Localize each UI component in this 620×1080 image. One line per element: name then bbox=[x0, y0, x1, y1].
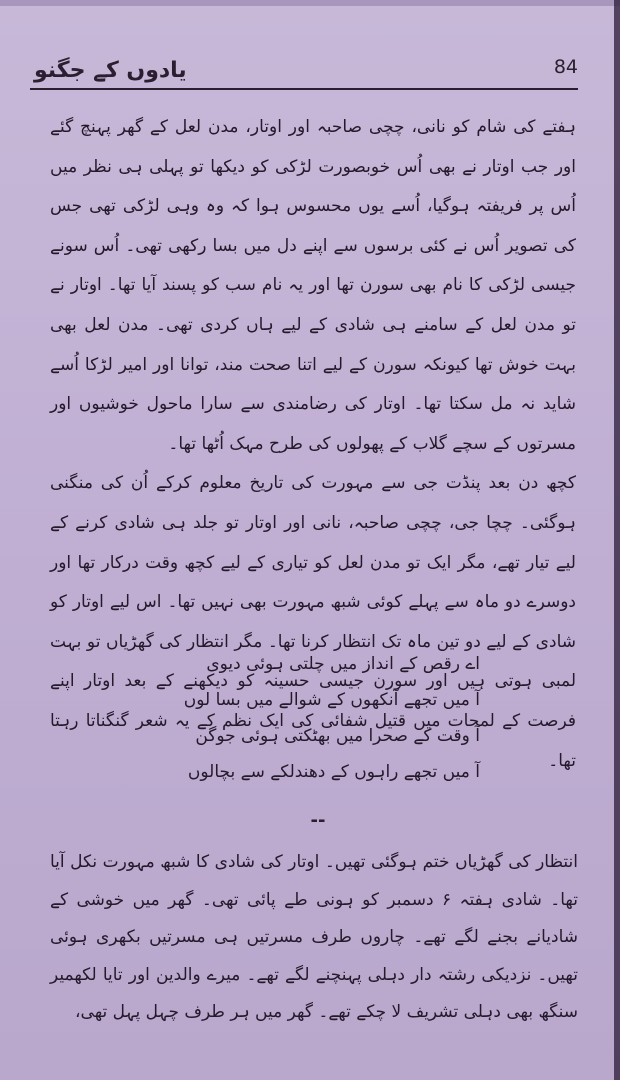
running-title: یادوں کے جگنو bbox=[34, 58, 187, 83]
paragraph-2: کچھ دن بعد پنڈت جی سے مہورت کی تاریخ معلوم کرکے اُن کی منگنی ہوگئی۔ چچا جی، چچی صاحبہ، نانی اور اوتار تو جلد ہی شادی کرنے کے لیے تیار تھے، مگر ایک تو مدن لعل کو تیاری کے لیے کچھ وقت درکار تھا اور دوسرے دو ماہ سے پہلے کوئی شبھ مہورت بھی نہیں تھا۔ اس لیے اوتار کو شادی کے لیے دو تین ماہ تک انتظار کرنا تھا۔ مگر انتظار کی گھڑیاں تو بہت لمبی ہوتی ہیں اور سورن جیسی حسینہ کو دیکھنے کے بعد اوتار اپنے فرصت کے لمحات میں قتیل شفائی کی ایک نظم کے یہ شعر گنگناتا رہتا تھا۔ bbox=[50, 473, 576, 771]
scan-edge-right bbox=[614, 0, 620, 1080]
paragraph-3: انتظار کی گھڑیاں ختم ہوگئی تھیں۔ اوتار کی شادی کا شبھ مہورت نکل آیا تھا۔ شادی ہفتہ ۶ دسمبر کو ہونی طے پائی تھی۔ گھر میں خوشی کے شادیانے بجنے لگے تھے۔ چاروں طرف مسرتیں ہی مسرتیں بکھری ہوئی تھیں۔ نزدیکی رشتہ دار دہلی پہنچنے لگے تھے۔ میرے والدین اور تایا لکھمیر سنگھ بھی دہلی تشریف لا چکے تھے۔ گھر میں ہر طرف چہل پہل تھی، bbox=[50, 852, 578, 1022]
verse-line: آ میں تجھے آنکھوں کے شوالے میں بسا لوں bbox=[183, 690, 480, 710]
verse-line: اے رقص کے انداز میں چلتی ہوئی دیوی bbox=[206, 654, 480, 674]
scan-edge-top bbox=[0, 0, 620, 6]
page-header bbox=[30, 56, 578, 90]
verse-line: آ وقت کے صحرا میں بھٹکتی ہوئی جوگن bbox=[195, 726, 480, 746]
section-separator: -- bbox=[310, 810, 326, 831]
header-rule bbox=[30, 88, 578, 90]
verse-line: آ میں تجھے راہوں کے دھندلکے سے بچالوں bbox=[187, 762, 480, 782]
paragraph-1: ہفتے کی شام کو نانی، چچی صاحبہ اور اوتار، مدن لعل کے گھر پہنچ گئے اور جب اوتار نے بھی اُس خوبصورت لڑکی کو دیکھا تو پہلی ہی نظر میں اُس پر فریفتہ ہوگیا، اُسے یوں محسوس ہوا کہ وہ وہی لڑکی تھی جس کی تصویر اُس نے کئی برسوں سے اپنے دل میں بسا رکھی تھی۔ اُس سونے جیسی لڑکی کا نام بھی سورن تھا اور یہ نام سب کو پسند آیا تھا۔ اوتار نے تو مدن لعل کے سامنے ہی شادی کے لیے ہاں کردی تھی۔ مدن لعل بھی بہت خوش تھا کیونکہ سورن کے لیے اتنا صحت مند، توانا اور امیر لڑکا اُسے شاید نہ مل سکتا تھا۔ اوتار کی رضامندی سے سارا ماحول خوشیوں اور مسرتوں کے سچے گلاب کے پھولوں کی طرح مہک اُٹھا تھا۔ bbox=[50, 117, 576, 454]
poem-verse bbox=[150, 646, 480, 790]
body-text-continued bbox=[50, 844, 578, 1032]
page-number: 84 bbox=[553, 56, 578, 78]
